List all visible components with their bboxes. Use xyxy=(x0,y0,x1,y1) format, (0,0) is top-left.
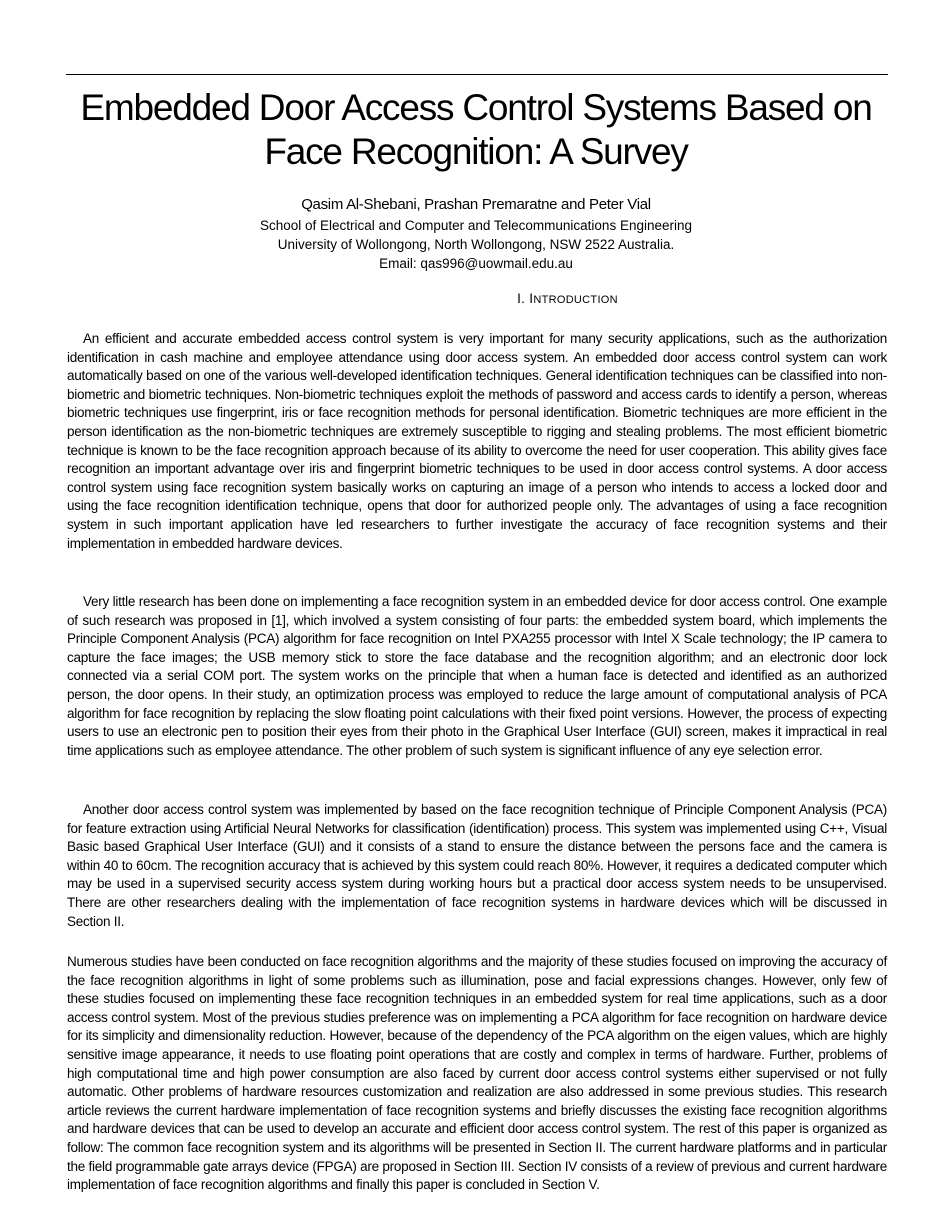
paper-title xyxy=(40,86,912,174)
section-title-initial: I xyxy=(529,291,534,306)
paragraph-1: An efficient and accurate embedded access control system is very important for many security applications, such as the authorization identification in cash machine and employee attendance using door access system. An embedded door access control system can work automatically based on one of the various well-developed identification techniques. General identification techniques can be classified into non-biometric and biometric techniques. Non-biometric techniques exploit the methods of password and access cards to identify a person, whereas biometric techniques use fingerprint, iris or face recognition methods for personal identification. Biometric techniques are more efficient in the person identification as the non-biometric techniques are extremely susceptible to rigging and stealing problems. The most efficient biometric technique is known to be the face recognition approach because of its ability to overcome the need for user cooperation. This ability gives face recognition an important advantage over iris and fingerprint biometric techniques to be used in door access control systems. A door access control system using face recognition system basically works on capturing an image of a person who intends to access a locked door and using the face recognition identification technique, opens that door for authorized people only. The advantages of using a face recognition system in such important application have led researchers to further investigate the accuracy of face recognition systems and their implementation in embedded hardware devices. xyxy=(67,331,887,551)
section-number: I. xyxy=(517,291,526,306)
affiliation-school: School of Electrical and Computer and Telecommunications Engineering xyxy=(260,218,692,233)
header-rule xyxy=(66,74,888,75)
paragraph-3: Another door access control system was implemented by based on the face recognition technique of Principle Component Analysis (PCA) for feature extraction using Artificial Neural Networks for classification (identification) process. This system was implemented using C++, Visual Basic based Graphical User Interface (GUI) and it consists of a stand to ensure the distance between the persons face and the camera is within 40 to 60cm. The recognition accuracy that is achieved by this system could reach 80%. However, it requires a dedicated computer which may be used in a supervised security access system during working hours but a practical door access system needs to be unsupervised. There are other researchers dealing with the implementation of face recognition systems in hardware devices which will be discussed in Section II. xyxy=(67,802,887,929)
title-line-1: Embedded Door Access Control Systems Based on xyxy=(80,87,872,128)
section-title-rest: NTRODUCTION xyxy=(533,294,618,306)
paragraph-4: Numerous studies have been conducted on face recognition algorithms and the majority of these studies focused on improving the accuracy of the face recognition algorithms in light of some problems such as illumination, pose and facial expressions changes. However, only few of these studies focused on implementing these face recognition techniques in an embedded system for real time applications, such as a door access control system. Most of the previous studies preference was on implementing a PCA algorithm for face recognition on hardware device for its simplicity and dimensionality reduction. However, because of the dependency of the PCA algorithm on the eigen values, which are highly sensitive image appearance, it needs to use floating point operations that are costly and complex in terms of hardware. Further, problems of high computational time and high power consumption are also faced by current door access control systems either supervised or not fully automatic. Other problems of hardware resources customization and realization are also addressed in some previous studies. This research article reviews the current hardware implementation of face recognition systems and briefly discusses the existing face recognition algorithms and hardware devices that can be used to develop an accurate and efficient door access control system. The rest of this paper is organized as follow: The common face recognition system and its algorithms will be presented in Section II. The current hardware platforms and in particular the field programmable gate arrays device (FPGA) are proposed in Section III. Section IV consists of a review of previous and current hardware implementation of face recognition algorithms and finally this paper is concluded in Section V. xyxy=(67,954,887,1193)
affiliation-university: University of Wollongong, North Wollongong, NSW 2522 Australia. xyxy=(277,237,675,252)
paragraph-2: Very little research has been done on implementing a face recognition system in an embedded device for door access control. One example of such research was proposed in [1], which involved a system consisting of four parts: the embedded system board, which implements the Principle Component Analysis (PCA) algorithm for face recognition on Intel PXA255 processor with Intel X Scale technology; the IP camera to capture the face images; the USB memory stick to store the face database and the recognition algorithm; and an electronic door lock connected via a serial COM port. The system works on the principle that when a human face is detected and identified as an authorized person, the door opens. In their study, an optimization process was employed to reduce the large amount of computational analysis of PCA algorithm for face recognition by replacing the slow floating point calculations with their fixed point versions. However, the process of expecting users to use an electronic pen to position their eyes from their photo in the Graphical User Interface (GUI) screen, makes it impractical in real time applications such as employee attendance. The other problem of such system is significant influence of any eye selection error. xyxy=(67,594,887,758)
author-list: Qasim Al-Shebani, Prashan Premaratne and Peter Vial xyxy=(301,196,651,213)
author-email: Email: qas996@uowmail.edu.au xyxy=(379,256,573,271)
title-line-2: Face Recognition: A Survey xyxy=(264,131,688,172)
section-heading-introduction xyxy=(40,290,952,309)
